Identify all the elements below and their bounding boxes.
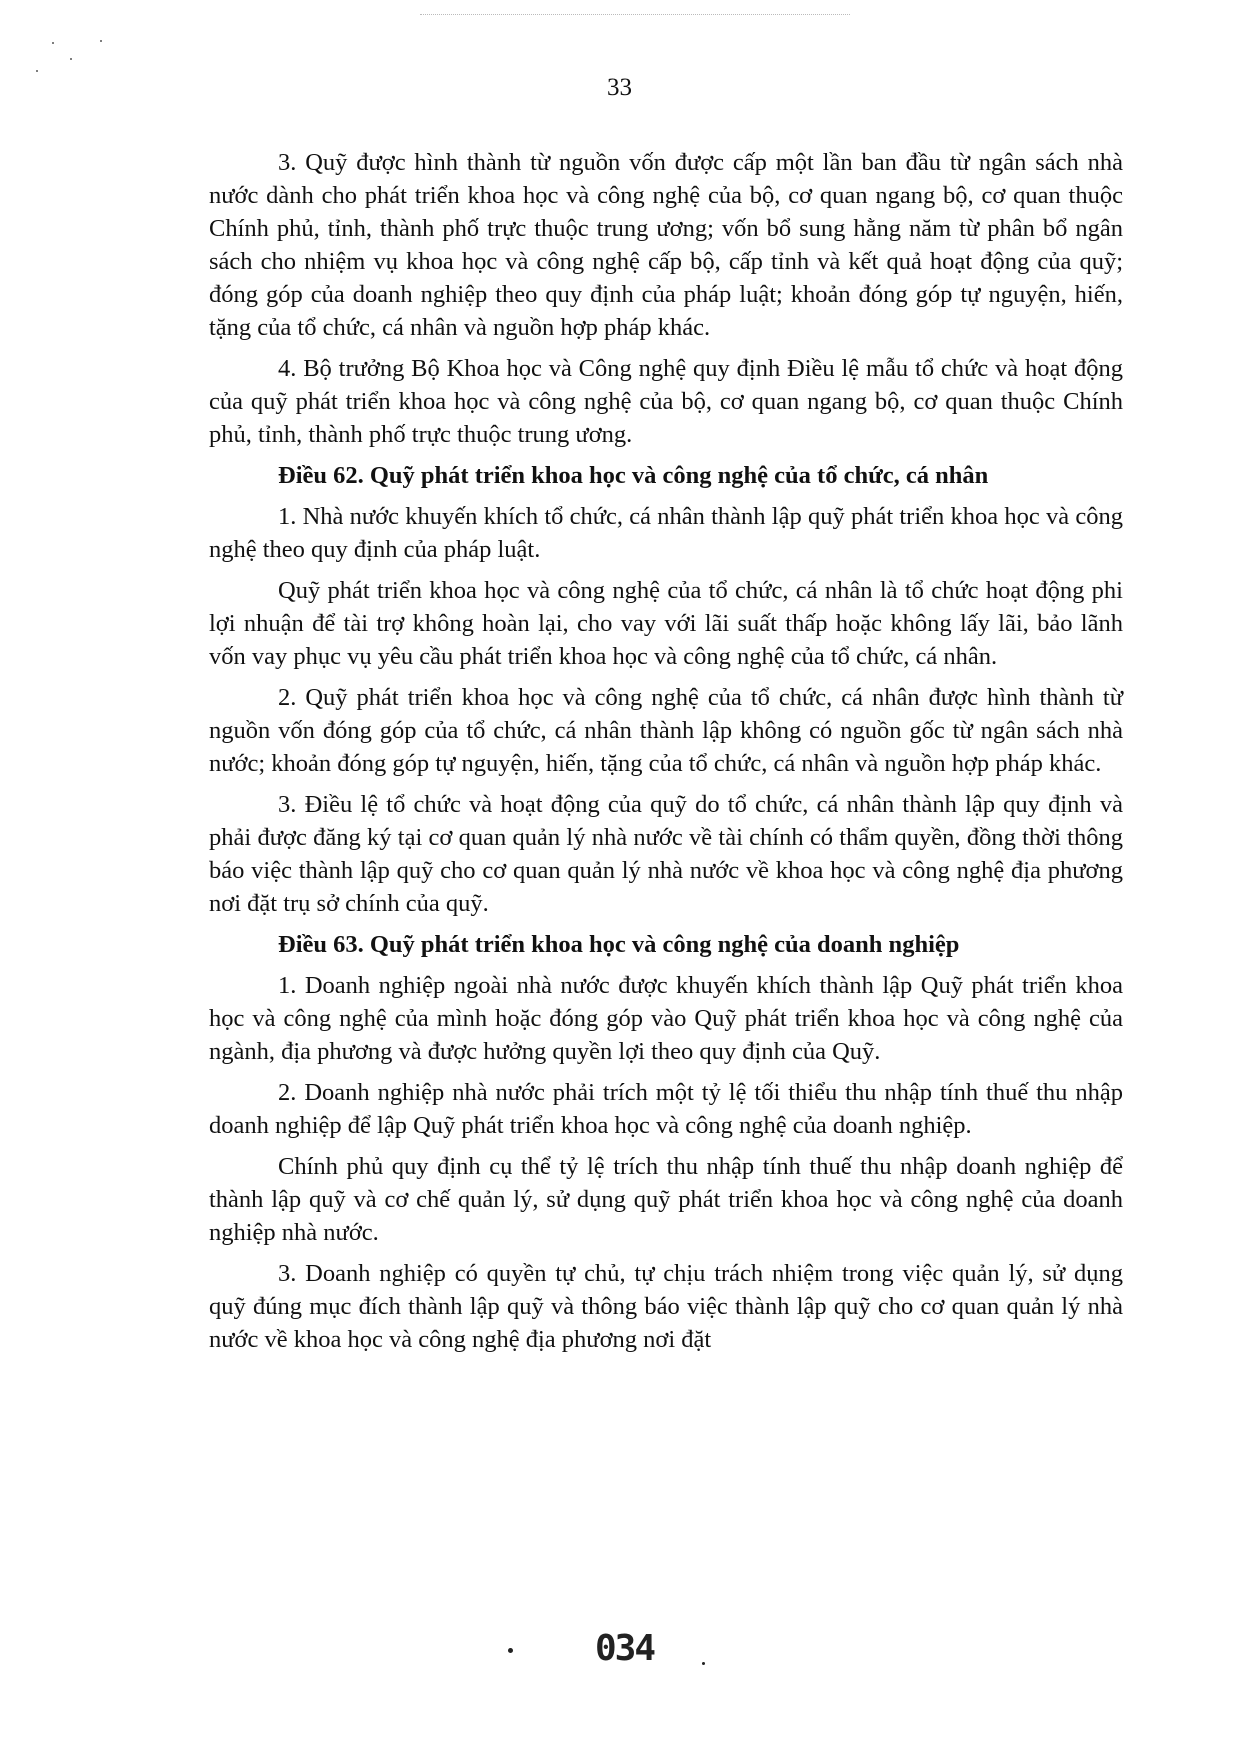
paragraph: 3. Điều lệ tổ chức và hoạt động của quỹ do tổ chức, cá nhân thành lập quy định và phải được đăng ký tại cơ quan quản lý nhà nước về tài chính có thẩm quyền, đồng thời thông báo việc thành lập quỹ cho cơ quan quản lý nhà nước về khoa học và công nghệ địa phương nơi đặt trụ sở chính của quỹ. xyxy=(209,791,1123,917)
paragraph: 1. Doanh nghiệp ngoài nhà nước được khuyến khích thành lập Quỹ phát triển khoa học và công nghệ của mình hoặc đóng góp vào Quỹ phát triển khoa học và công nghệ của ngành, địa phương và được hưởng quyền lợi theo quy định của Quỹ. xyxy=(209,972,1123,1065)
page-number: 33 xyxy=(607,74,632,101)
paragraph: Chính phủ quy định cụ thể tỷ lệ trích thu nhập tính thuế thu nhập doanh nghiệp để thành lập quỹ và cơ chế quản lý, sử dụng quỹ phát triển khoa học và công nghệ của doanh nghiệp nhà nước. xyxy=(209,1153,1123,1246)
scan-speck xyxy=(70,58,72,60)
scan-speck xyxy=(52,42,54,44)
paragraph: 3. Doanh nghiệp có quyền tự chủ, tự chịu trách nhiệm trong việc quản lý, sử dụng quỹ đúng mục đích thành lập quỹ và thông báo việc thành lập quỹ cho cơ quan quản lý nhà nước về khoa học và công nghệ địa phương nơi đặt xyxy=(209,1260,1123,1353)
paragraph: 3. Quỹ được hình thành từ nguồn vốn được cấp một lần ban đầu từ ngân sách nhà nước dành cho phát triển khoa học và công nghệ của bộ, cơ quan ngang bộ, cơ quan thuộc Chính phủ, tỉnh, thành phố trực thuộc trung ương; vốn bổ sung hằng năm từ phân bổ ngân sách cho nhiệm vụ khoa học và công nghệ cấp bộ, cấp tỉnh và kết quả hoạt động của quỹ; đóng góp của doanh nghiệp theo quy định của pháp luật; khoản đóng góp tự nguyện, hiến, tặng của tổ chức, cá nhân và nguồn hợp pháp khác. xyxy=(209,149,1123,341)
footer-dot xyxy=(702,1662,705,1665)
article-heading: Điều 63. Quỹ phát triển khoa học và công nghệ của doanh nghiệp xyxy=(278,931,960,958)
paragraph: 4. Bộ trưởng Bộ Khoa học và Công nghệ quy định Điều lệ mẫu tổ chức và hoạt động của quỹ phát triển khoa học và công nghệ của bộ, cơ quan ngang bộ, cơ quan thuộc Chính phủ, tỉnh, thành phố trực thuộc trung ương. xyxy=(209,355,1123,448)
stamp-number: 034 xyxy=(595,1628,655,1669)
scan-speck xyxy=(100,40,102,42)
document-body xyxy=(209,146,1123,1364)
paragraph: 2. Quỹ phát triển khoa học và công nghệ của tổ chức, cá nhân được hình thành từ nguồn vốn đóng góp của tổ chức, cá nhân thành lập không có nguồn gốc từ ngân sách nhà nước; khoản đóng góp tự nguyện, hiến, tặng của tổ chức, cá nhân và nguồn hợp pháp khác. xyxy=(209,684,1123,777)
footer-dot xyxy=(508,1648,513,1653)
article-heading: Điều 62. Quỹ phát triển khoa học và công nghệ của tổ chức, cá nhân xyxy=(278,462,989,489)
paragraph: 2. Doanh nghiệp nhà nước phải trích một tỷ lệ tối thiểu thu nhập tính thuế thu nhập doanh nghiệp để lập Quỹ phát triển khoa học và công nghệ của doanh nghiệp. xyxy=(209,1079,1123,1139)
scan-artifact-line xyxy=(420,14,850,15)
paragraph: Quỹ phát triển khoa học và công nghệ của tổ chức, cá nhân là tổ chức hoạt động phi lợi nhuận để tài trợ không hoàn lại, cho vay với lãi suất thấp hoặc không lấy lãi, bảo lãnh vốn vay phục vụ yêu cầu phát triển khoa học và công nghệ của tổ chức, cá nhân. xyxy=(209,577,1123,670)
scan-speck xyxy=(36,70,38,72)
paragraph: 1. Nhà nước khuyến khích tổ chức, cá nhân thành lập quỹ phát triển khoa học và công nghệ theo quy định của pháp luật. xyxy=(209,503,1123,563)
